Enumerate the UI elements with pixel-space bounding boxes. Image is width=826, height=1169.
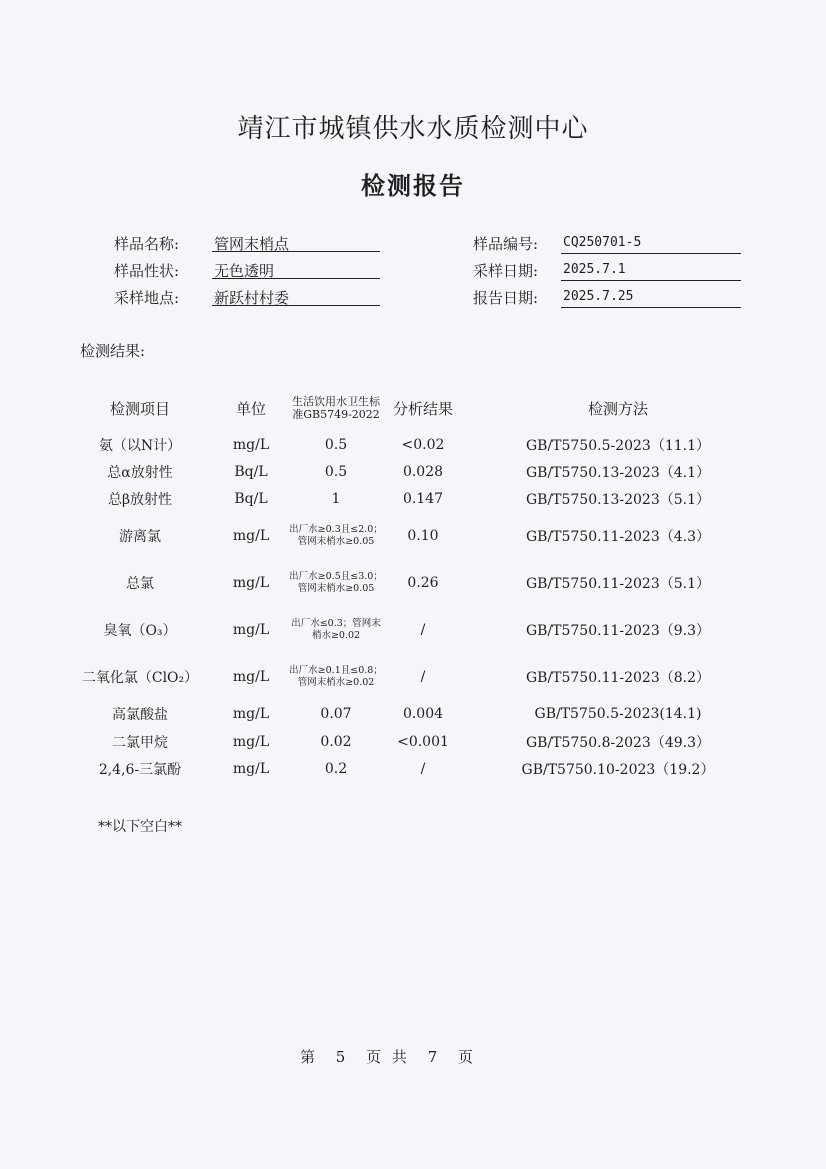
sampling-date-value: 2025.7.1 (561, 262, 741, 281)
info-row-2 (0, 260, 826, 282)
page-footer (300, 1046, 483, 1067)
results-label: 检测结果: (80, 342, 146, 360)
cell-result: 0.26 (407, 575, 439, 591)
cell-item: 高氯酸盐 (112, 707, 168, 723)
cell-result: 0.10 (407, 528, 439, 544)
sampling-date-label: 采样日期: (473, 262, 539, 280)
cell-result: 0.147 (402, 490, 444, 507)
header-method: 检测方法 (587, 399, 648, 418)
location-label: 采样地点: (114, 289, 180, 307)
cell-item: 二氯甲烷 (112, 734, 168, 751)
cell-item: 总β放射性 (107, 491, 173, 508)
footer-page-suffix: 页 (458, 1048, 474, 1066)
cell-item: 总α放射性 (107, 464, 173, 481)
sample-state-value: 无色透明 (212, 260, 380, 279)
cell-standard: 0.5 (324, 463, 348, 480)
footer-page-total: 7 (427, 1048, 438, 1066)
header-item: 检测项目 (109, 399, 170, 418)
cell-item: 游离氯 (119, 529, 161, 545)
cell-unit: Bq/L (234, 490, 268, 507)
cell-result: / (420, 622, 426, 638)
table-row (70, 654, 750, 700)
cell-result: <0.02 (401, 437, 445, 453)
cell-unit: mg/L (232, 575, 270, 591)
cell-unit: mg/L (232, 437, 270, 453)
cell-method: GB/T5750.13-2023（5.1） (525, 491, 711, 508)
cell-unit: mg/L (232, 622, 270, 638)
cell-standard: 1 (331, 490, 341, 507)
cell-standard: 0.02 (320, 733, 352, 750)
cell-method: GB/T5750.5-2023(14.1) (534, 706, 702, 722)
cell-unit: mg/L (232, 760, 270, 777)
report-title: 检测报告 (361, 171, 465, 200)
table-row (70, 458, 750, 485)
table-row (70, 728, 750, 755)
cell-result: 0.028 (402, 463, 444, 480)
sample-no-value: CQ250701-5 (561, 235, 741, 254)
sample-name-label: 样品名称: (114, 235, 180, 253)
cell-unit: mg/L (232, 706, 270, 722)
header-unit: 单位 (235, 399, 266, 418)
cell-result: <0.001 (397, 733, 449, 750)
info-row-3 (0, 287, 826, 309)
cell-method: GB/T5750.13-2023（4.1） (525, 464, 711, 481)
table-row (70, 560, 750, 606)
info-row-1 (0, 233, 826, 255)
cell-standard: 出厂水≤0.3；管网末梢水≥0.02 (291, 618, 381, 641)
cell-standard: 0.07 (320, 706, 352, 722)
cell-method: GB/T5750.11-2023（9.3） (525, 623, 711, 639)
cell-method: GB/T5750.8-2023（49.3） (525, 734, 711, 751)
cell-method: GB/T5750.5-2023（11.1） (525, 438, 711, 454)
sample-state-label: 样品性状: (114, 262, 180, 280)
cell-item: 总氯 (126, 576, 154, 592)
cell-method: GB/T5750.10-2023（19.2） (521, 761, 715, 778)
cell-result: / (420, 760, 426, 777)
location-value: 新跃村村委 (212, 287, 380, 306)
report-date-label: 报告日期: (473, 289, 539, 307)
header-standard: 生活饮用水卫生标准GB5749-2022 (292, 395, 380, 421)
cell-result: 0.004 (402, 706, 444, 722)
footer-page-number: 5 (335, 1048, 346, 1066)
cell-item: 2,4,6-三氯酚 (98, 761, 182, 778)
cell-item: 二氧化氯（ClO₂） (81, 670, 199, 686)
cell-item: 氨（以N计） (98, 438, 182, 454)
sample-name-value: 管网末梢点 (212, 233, 380, 252)
table-row (70, 432, 750, 458)
cell-method: GB/T5750.11-2023（4.3） (525, 529, 711, 545)
table-row (70, 512, 750, 560)
cell-standard: 0.2 (324, 760, 348, 777)
cell-unit: mg/L (232, 669, 270, 685)
cell-item: 臭氧（O₃） (103, 623, 177, 639)
cell-result: / (420, 669, 426, 685)
cell-standard: 出厂水≥0.5且≤3.0；管网末梢水≥0.05 (289, 571, 383, 594)
sample-no-label: 样品编号: (473, 235, 539, 253)
table-row (70, 606, 750, 654)
organization-title: 靖江市城镇供水水质检测中心 (237, 114, 589, 144)
header-result: 分析结果 (392, 399, 453, 418)
cell-standard: 0.5 (324, 437, 348, 453)
report-date-value: 2025.7.25 (561, 289, 741, 308)
table-header-row (70, 384, 750, 432)
table-row (70, 755, 750, 782)
cell-unit: mg/L (232, 528, 270, 544)
table-row (70, 485, 750, 512)
cell-standard: 出厂水≥0.1且≤0.8；管网末梢水≥0.02 (289, 665, 383, 688)
table-row (70, 700, 750, 728)
cell-unit: mg/L (232, 733, 270, 750)
cell-standard: 出厂水≥0.3且≤2.0；管网末梢水≥0.05 (289, 524, 383, 547)
footer-page-mid: 页 共 (366, 1048, 407, 1066)
cell-method: GB/T5750.11-2023（8.2） (525, 670, 711, 686)
cell-method: GB/T5750.11-2023（5.1） (525, 576, 711, 592)
end-note: **以下空白** (98, 819, 182, 835)
footer-page-prefix: 第 (300, 1048, 316, 1066)
cell-unit: Bq/L (234, 463, 268, 480)
